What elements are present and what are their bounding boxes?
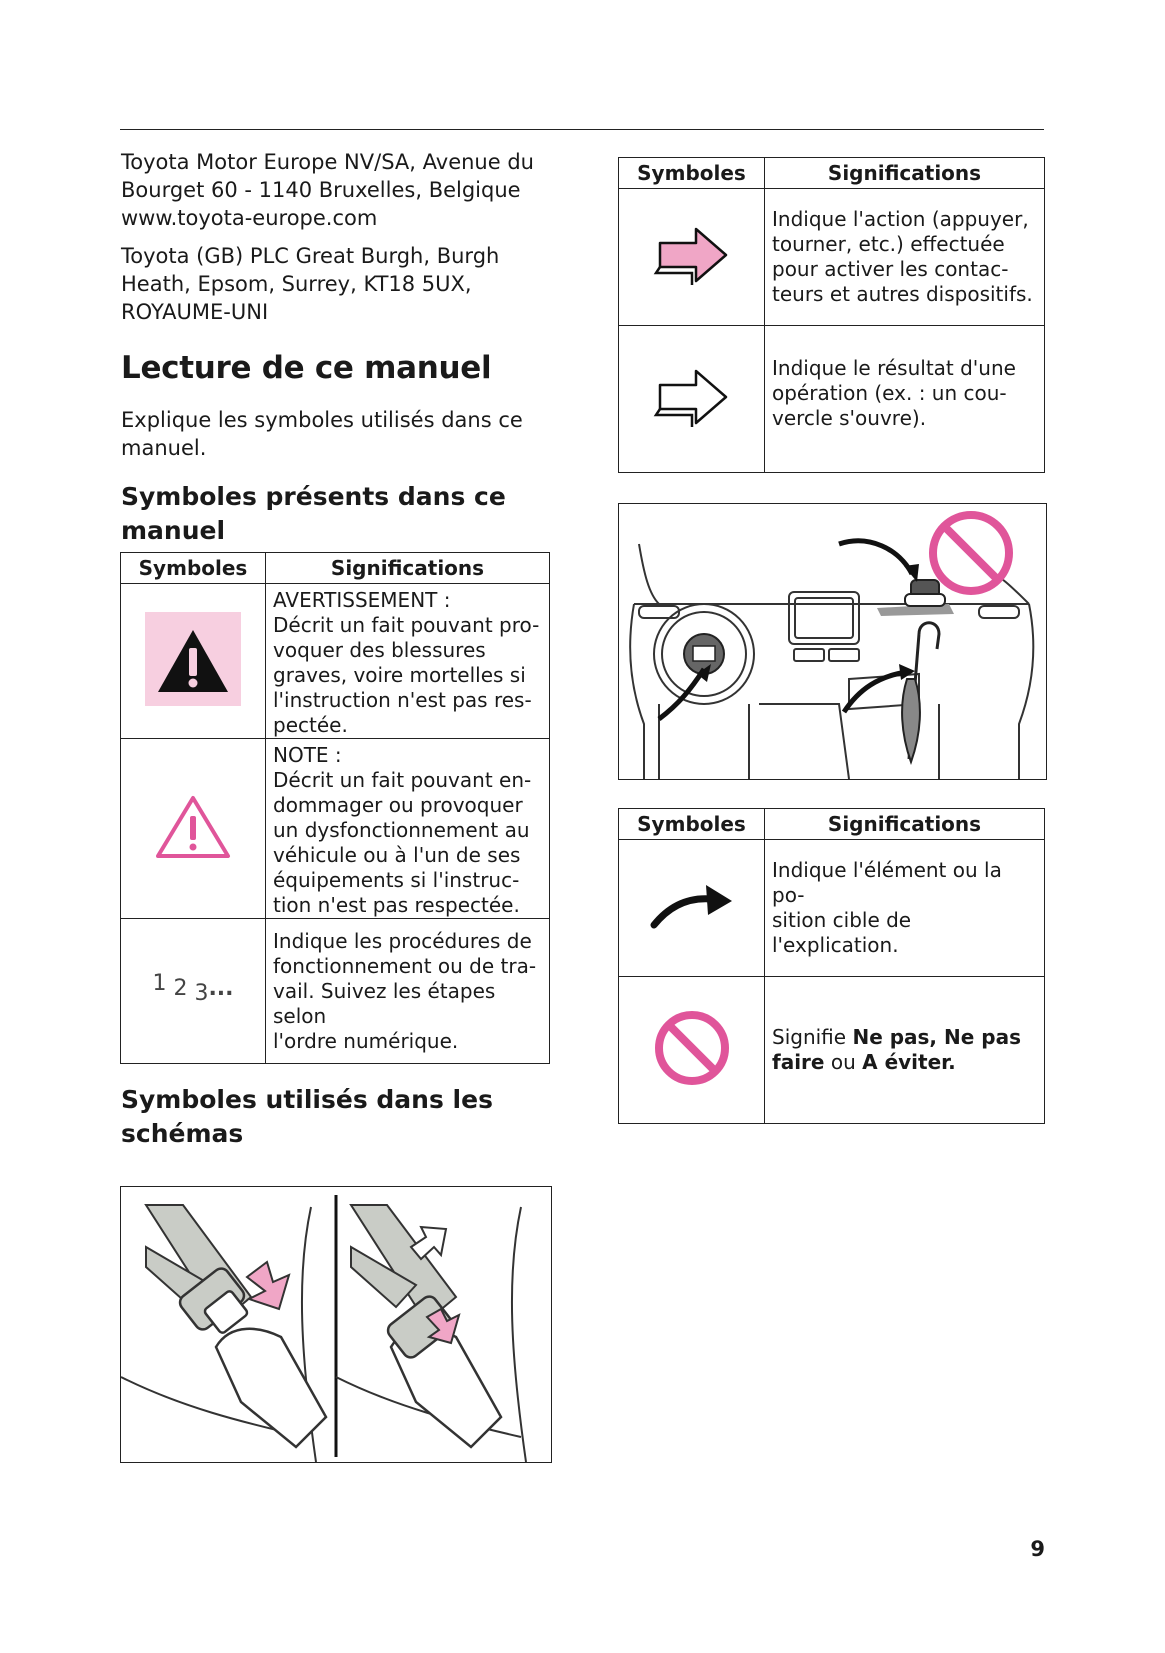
section-title: Lecture de ce manuel [121,350,492,386]
table-row [121,739,550,919]
intro-line: manuel. [121,436,207,460]
seatbelt-figure [120,1186,552,1463]
meaning-line: voquer des blessures [273,638,486,662]
section-intro [121,406,561,462]
meaning-cell [266,919,550,1064]
meaning-line: l'instruction n'est pas res- [273,688,532,712]
page-number: 9 [1030,1537,1045,1561]
step-digit: 3 [194,980,209,1006]
steps-icon [152,970,234,1006]
address-line: ROYAUME-UNI [121,300,269,324]
meaning-line [772,1025,1038,1050]
meaning-cell [266,584,550,739]
subsection-title-symbols [121,480,561,548]
meaning-text: ou [824,1050,863,1074]
action-arrow-icon [652,221,732,289]
meaning-line: opération (ex. : un cou- [772,381,1007,405]
target-arrow-icon [650,881,734,931]
seatbelt-illustration [121,1187,551,1462]
meaning-line: l'ordre numérique. [273,1028,459,1053]
meaning-line: AVERTISSEMENT : [273,588,451,612]
warning-icon [145,612,241,706]
symbol-cell [619,189,765,326]
meaning-line: NOTE : [273,743,342,767]
meaning-line: Décrit un fait pouvant pro- [273,613,540,637]
table-row [619,326,1045,473]
symbol-cell [619,326,765,473]
meaning-line: graves, voire mortelles si [273,663,526,687]
meaning-line: dommager ou provoquer [273,793,523,817]
table-row [121,919,550,1064]
meaning-line [772,1050,1038,1075]
header-rule [120,129,1044,130]
result-arrow-icon [652,363,732,431]
subsection-title-diagrams [121,1083,493,1151]
meaning-cell [765,326,1045,473]
address-tme [121,148,561,232]
symbols-table-actions [618,157,1045,473]
dashboard-figure [618,503,1047,780]
meaning-line: tion n'est pas respectée. [273,893,520,917]
header-meanings: Significations [266,553,550,584]
table-row [619,189,1045,326]
meaning-cell [266,739,550,919]
website-link[interactable]: www.toyota-europe.com [121,206,378,230]
header-symbols: Symboles [121,553,266,584]
meaning-cell [765,189,1045,326]
meaning-line: vercle s'ouvre). [772,406,927,430]
table-row [121,584,550,739]
header-meanings: Significations [765,809,1045,840]
meaning-line: un dysfonctionnement au [273,818,530,842]
meaning-text: Signifie [772,1025,853,1049]
symbols-table-manual [120,552,550,1064]
meaning-line: véhicule ou à l'un de ses [273,843,521,867]
header-symbols: Symboles [619,809,765,840]
left-column [121,148,561,548]
meaning-line: fonctionnement ou de tra- [273,953,537,978]
subsection-line: Symboles utilisés dans les [121,1085,493,1114]
subsection-line: manuel [121,516,226,545]
meaning-line: Indique l'élément ou la po- [772,858,1002,907]
symbol-cell [121,584,266,739]
symbol-cell [619,977,765,1124]
address-line: Bourget 60 - 1140 Bruxelles, Belgique [121,178,521,202]
meaning-line: équipements si l'instruc- [273,868,520,892]
meaning-bold: Ne pas, Ne pas [852,1025,1021,1049]
meaning-line: Indique l'action (appuyer, [772,207,1029,231]
meaning-line: Indique les procédures de [273,928,532,953]
address-line: Heath, Epsom, Surrey, KT18 5UX, [121,272,472,296]
meaning-line: teurs et autres dispositifs. [772,282,1033,306]
header-symbols: Symboles [619,158,765,189]
dashboard-illustration [619,504,1046,779]
meaning-line: pour activer les contac- [772,257,1009,281]
address-line: Toyota (GB) PLC Great Burgh, Burgh [121,244,500,268]
symbol-cell [619,840,765,977]
meaning-line: Indique le résultat d'une [772,356,1016,380]
step-dots: ... [208,975,234,1001]
step-digit: 2 [173,975,188,1001]
address-line: Toyota Motor Europe NV/SA, Avenue du [121,150,534,174]
symbols-table-diagrams [618,808,1045,1124]
symbol-cell [121,739,266,919]
caution-icon [155,794,231,860]
subsection-line: schémas [121,1119,244,1148]
table-row [619,840,1045,977]
address-gb [121,242,561,326]
meaning-line: Décrit un fait pouvant en- [273,768,532,792]
meaning-bold: A éviter. [862,1050,956,1074]
meaning-line: pectée. [273,713,348,737]
meaning-line: sition cible de l'explication. [772,908,912,957]
meaning-line: tourner, etc.) effectuée [772,232,1005,256]
meaning-line: vail. Suivez les étapes selon [273,978,496,1028]
symbol-cell [121,919,266,1064]
subsection-line: Symboles présents dans ce [121,482,506,511]
step-digit: 1 [152,970,167,996]
table-row [619,977,1045,1124]
meaning-cell [765,977,1045,1124]
meaning-cell [765,840,1045,977]
intro-line: Explique les symboles utilisés dans ce [121,408,523,432]
meaning-bold: faire [772,1050,825,1074]
prohibited-icon [652,1008,732,1088]
header-meanings: Significations [765,158,1045,189]
